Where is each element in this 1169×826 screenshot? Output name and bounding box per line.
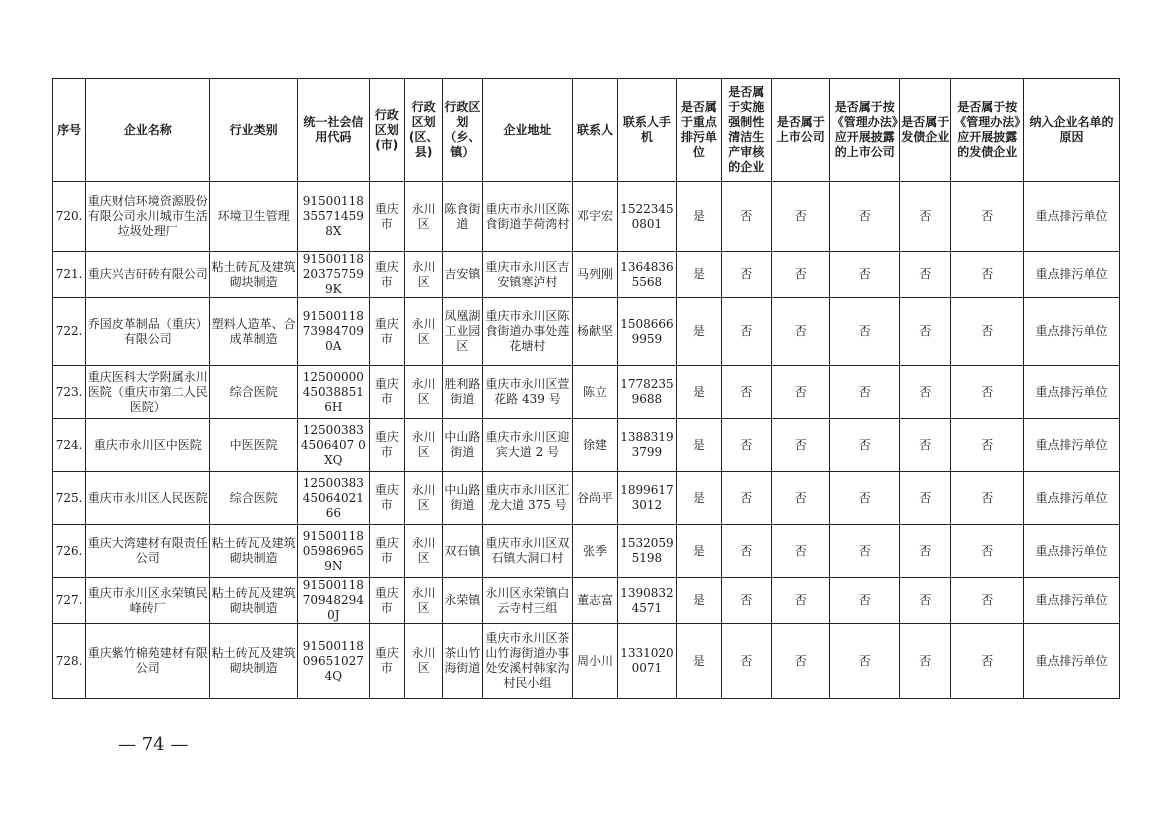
cell-address: 重庆市永川区陈食街道芋荷湾村 [482, 182, 573, 252]
cell-clean-prod: 否 [721, 472, 771, 525]
cell-listed-disclose: 否 [830, 624, 900, 699]
cell-phone: 15086669959 [617, 298, 677, 366]
cell-code: 91500118709482940J [298, 578, 370, 624]
cell-address: 重庆市永川区萱花路 439 号 [482, 366, 573, 419]
header-row [53, 79, 1120, 182]
cell-reason: 重点排污单位 [1024, 298, 1120, 366]
cell-industry: 粘土砖瓦及建筑砌块制造 [210, 252, 298, 298]
cell-town: 双石镇 [443, 525, 482, 578]
cell-name: 重庆医科大学附属永川医院（重庆市第二人民医院） [86, 366, 210, 419]
cell-industry: 综合医院 [210, 366, 298, 419]
cell-city: 重庆市 [369, 298, 404, 366]
cell-bond-disclose: 否 [951, 624, 1024, 699]
cell-clean-prod: 否 [721, 252, 771, 298]
cell-bond: 否 [900, 252, 951, 298]
column-header: 联系人手机 [617, 79, 677, 182]
cell-reason: 重点排污单位 [1024, 182, 1120, 252]
cell-listed-disclose: 否 [830, 252, 900, 298]
cell-reason: 重点排污单位 [1024, 578, 1120, 624]
cell-listed-disclose: 否 [830, 472, 900, 525]
cell-seq: 723. [53, 366, 86, 419]
cell-key-polluter: 是 [677, 298, 721, 366]
cell-bond-disclose: 否 [951, 366, 1024, 419]
cell-contact: 张季 [573, 525, 617, 578]
cell-name: 重庆大湾建材有限责任公司 [86, 525, 210, 578]
cell-key-polluter: 是 [677, 419, 721, 472]
cell-district: 永川区 [404, 525, 442, 578]
cell-key-polluter: 是 [677, 366, 721, 419]
cell-listed: 否 [771, 252, 829, 298]
cell-clean-prod: 否 [721, 525, 771, 578]
cell-bond: 否 [900, 366, 951, 419]
cell-listed: 否 [771, 366, 829, 419]
cell-contact: 周小川 [573, 624, 617, 699]
cell-phone: 13883193799 [617, 419, 677, 472]
cell-city: 重庆市 [369, 578, 404, 624]
column-header: 行政区划（乡、镇） [443, 79, 482, 182]
cell-city: 重庆市 [369, 252, 404, 298]
table-body [53, 182, 1120, 699]
column-header: 是否属于按《管理办法》应开展披露的上市公司 [830, 79, 900, 182]
cell-address: 重庆市永川区吉安镇寒泸村 [482, 252, 573, 298]
cell-phone: 18996173012 [617, 472, 677, 525]
cell-listed: 否 [771, 624, 829, 699]
table-row [53, 525, 1120, 578]
column-header: 行政区划(区、县) [404, 79, 442, 182]
cell-code: 91500118096510274Q [298, 624, 370, 699]
cell-listed-disclose: 否 [830, 298, 900, 366]
column-header: 是否属于上市公司 [771, 79, 829, 182]
cell-listed-disclose: 否 [830, 525, 900, 578]
cell-contact: 马列刚 [573, 252, 617, 298]
cell-listed-disclose: 否 [830, 419, 900, 472]
cell-phone: 15223450801 [617, 182, 677, 252]
cell-city: 重庆市 [369, 366, 404, 419]
cell-name: 乔国皮革制品（重庆）有限公司 [86, 298, 210, 366]
cell-listed: 否 [771, 419, 829, 472]
cell-city: 重庆市 [369, 624, 404, 699]
cell-reason: 重点排污单位 [1024, 366, 1120, 419]
table-row [53, 298, 1120, 366]
cell-address: 重庆市永川区茶山竹海街道办事处安溪村韩家沟村民小组 [482, 624, 573, 699]
cell-seq: 724. [53, 419, 86, 472]
cell-clean-prod: 否 [721, 419, 771, 472]
cell-district: 永川区 [404, 624, 442, 699]
cell-town: 吉安镇 [443, 252, 482, 298]
cell-address: 重庆市永川区陈食街道办事处莲花塘村 [482, 298, 573, 366]
cell-reason: 重点排污单位 [1024, 624, 1120, 699]
column-header: 纳入企业名单的原因 [1024, 79, 1120, 182]
page-number: — 74 — [118, 734, 189, 755]
cell-bond: 否 [900, 472, 951, 525]
cell-listed: 否 [771, 578, 829, 624]
cell-listed: 否 [771, 525, 829, 578]
column-header: 序号 [53, 79, 86, 182]
cell-code: 91500118203757599K [298, 252, 370, 298]
cell-district: 永川区 [404, 252, 442, 298]
column-header: 是否属于重点排污单位 [677, 79, 721, 182]
table-row [53, 472, 1120, 525]
cell-key-polluter: 是 [677, 578, 721, 624]
cell-code: 12500000450388516H [298, 366, 370, 419]
cell-district: 永川区 [404, 578, 442, 624]
cell-clean-prod: 否 [721, 182, 771, 252]
cell-contact: 邓宇宏 [573, 182, 617, 252]
cell-seq: 727. [53, 578, 86, 624]
cell-bond-disclose: 否 [951, 578, 1024, 624]
cell-key-polluter: 是 [677, 472, 721, 525]
cell-seq: 720. [53, 182, 86, 252]
cell-city: 重庆市 [369, 525, 404, 578]
cell-phone: 17782359688 [617, 366, 677, 419]
cell-reason: 重点排污单位 [1024, 472, 1120, 525]
cell-clean-prod: 否 [721, 578, 771, 624]
cell-seq: 726. [53, 525, 86, 578]
cell-district: 永川区 [404, 419, 442, 472]
cell-listed-disclose: 否 [830, 366, 900, 419]
cell-seq: 725. [53, 472, 86, 525]
cell-clean-prod: 否 [721, 366, 771, 419]
table-row [53, 578, 1120, 624]
cell-name: 重庆市永川区中医院 [86, 419, 210, 472]
cell-city: 重庆市 [369, 472, 404, 525]
cell-city: 重庆市 [369, 182, 404, 252]
cell-town: 胜利路街道 [443, 366, 482, 419]
cell-bond: 否 [900, 298, 951, 366]
cell-industry: 粘土砖瓦及建筑砌块制造 [210, 578, 298, 624]
cell-bond-disclose: 否 [951, 182, 1024, 252]
cell-name: 重庆财信环境资源股份有限公司永川城市生活垃圾处理厂 [86, 182, 210, 252]
cell-listed: 否 [771, 472, 829, 525]
cell-seq: 728. [53, 624, 86, 699]
cell-code: 125003834506407 0XQ [298, 419, 370, 472]
cell-name: 重庆紫竹棉苑建材有限公司 [86, 624, 210, 699]
cell-key-polluter: 是 [677, 252, 721, 298]
cell-district: 永川区 [404, 298, 442, 366]
table-row [53, 419, 1120, 472]
column-header: 企业名称 [86, 79, 210, 182]
column-header: 企业地址 [482, 79, 573, 182]
table-row [53, 252, 1120, 298]
cell-industry: 塑料人造革、合成革制造 [210, 298, 298, 366]
cell-reason: 重点排污单位 [1024, 252, 1120, 298]
cell-code: 91500118059869659N [298, 525, 370, 578]
cell-bond-disclose: 否 [951, 298, 1024, 366]
cell-town: 中山路街道 [443, 472, 482, 525]
cell-name: 重庆市永川区永荣镇民峰砖厂 [86, 578, 210, 624]
enterprise-table [52, 78, 1120, 699]
cell-name: 重庆兴吉矸砖有限公司 [86, 252, 210, 298]
cell-key-polluter: 是 [677, 182, 721, 252]
cell-bond-disclose: 否 [951, 252, 1024, 298]
cell-town: 凤凰湖工业园区 [443, 298, 482, 366]
cell-contact: 董志富 [573, 578, 617, 624]
cell-phone: 13908324571 [617, 578, 677, 624]
cell-seq: 722. [53, 298, 86, 366]
cell-key-polluter: 是 [677, 624, 721, 699]
cell-district: 永川区 [404, 182, 442, 252]
cell-phone: 13648365568 [617, 252, 677, 298]
cell-address: 重庆市永川区汇龙大道 375 号 [482, 472, 573, 525]
cell-bond: 否 [900, 419, 951, 472]
cell-reason: 重点排污单位 [1024, 419, 1120, 472]
cell-address: 重庆市永川区迎宾大道 2 号 [482, 419, 573, 472]
column-header: 行业类别 [210, 79, 298, 182]
cell-district: 永川区 [404, 472, 442, 525]
cell-town: 陈食街道 [443, 182, 482, 252]
column-header: 联系人 [573, 79, 617, 182]
cell-city: 重庆市 [369, 419, 404, 472]
table-row [53, 624, 1120, 699]
cell-key-polluter: 是 [677, 525, 721, 578]
cell-code: 91500118355714598X [298, 182, 370, 252]
column-header: 是否属于实施强制性清洁生产审核的企业 [721, 79, 771, 182]
cell-industry: 环境卫生管理 [210, 182, 298, 252]
column-header: 是否属于按《管理办法》应开展披露的发债企业 [951, 79, 1024, 182]
cell-clean-prod: 否 [721, 298, 771, 366]
cell-contact: 陈立 [573, 366, 617, 419]
column-header: 是否属于发债企业 [900, 79, 951, 182]
table-row [53, 366, 1120, 419]
cell-phone: 15320595198 [617, 525, 677, 578]
cell-bond-disclose: 否 [951, 525, 1024, 578]
cell-district: 永川区 [404, 366, 442, 419]
cell-bond: 否 [900, 578, 951, 624]
cell-industry: 综合医院 [210, 472, 298, 525]
cell-code: 91500118739847090A [298, 298, 370, 366]
cell-clean-prod: 否 [721, 624, 771, 699]
cell-address: 永川区永荣镇白云寺村三组 [482, 578, 573, 624]
cell-seq: 721. [53, 252, 86, 298]
cell-industry: 粘土砖瓦及建筑砌块制造 [210, 624, 298, 699]
cell-listed: 否 [771, 182, 829, 252]
table-row [53, 182, 1120, 252]
cell-reason: 重点排污单位 [1024, 525, 1120, 578]
cell-bond-disclose: 否 [951, 419, 1024, 472]
cell-contact: 徐建 [573, 419, 617, 472]
cell-industry: 粘土砖瓦及建筑砌块制造 [210, 525, 298, 578]
cell-listed: 否 [771, 298, 829, 366]
cell-bond: 否 [900, 525, 951, 578]
cell-bond-disclose: 否 [951, 472, 1024, 525]
cell-town: 中山路街道 [443, 419, 482, 472]
cell-bond: 否 [900, 182, 951, 252]
cell-contact: 谷尚平 [573, 472, 617, 525]
cell-listed-disclose: 否 [830, 182, 900, 252]
cell-town: 茶山竹海街道 [443, 624, 482, 699]
cell-contact: 杨献坚 [573, 298, 617, 366]
cell-industry: 中医医院 [210, 419, 298, 472]
column-header: 统一社会信用代码 [298, 79, 370, 182]
column-header: 行政区划(市) [369, 79, 404, 182]
cell-town: 永荣镇 [443, 578, 482, 624]
cell-address: 重庆市永川区双石镇大洞口村 [482, 525, 573, 578]
cell-phone: 13310200071 [617, 624, 677, 699]
cell-listed-disclose: 否 [830, 578, 900, 624]
cell-code: 125003834506402166 [298, 472, 370, 525]
cell-name: 重庆市永川区人民医院 [86, 472, 210, 525]
cell-bond: 否 [900, 624, 951, 699]
